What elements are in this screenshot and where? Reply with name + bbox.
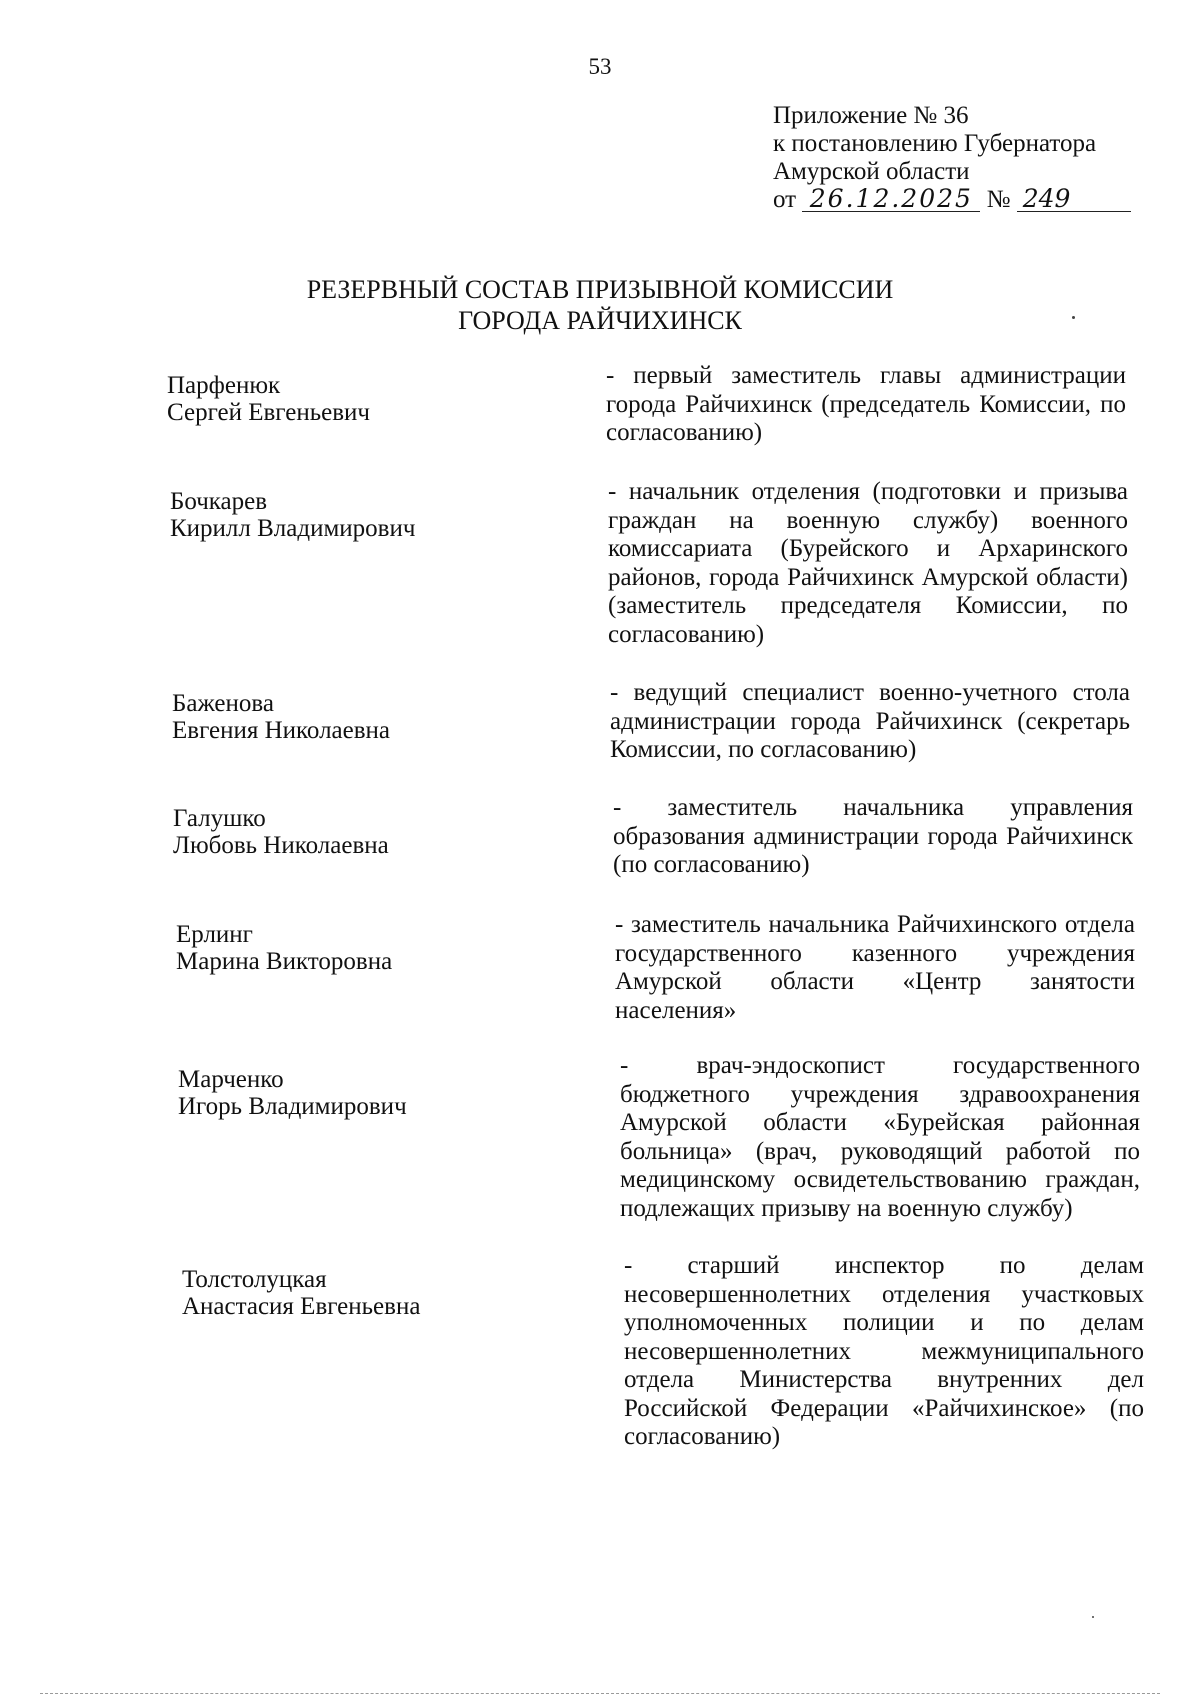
member-given-names: Кирилл Владимирович: [170, 515, 416, 542]
member-given-names: Евгения Николаевна: [172, 717, 391, 744]
appendix-line-3: Амурской области: [773, 158, 970, 185]
member-role: - ведущий специалист военно-учетного стола администрации города Райчихинск (секретарь Комиссии, по согласованию): [610, 679, 1130, 763]
member-name: [176, 921, 392, 975]
member-name: [178, 1066, 407, 1120]
member-surname: Парфенюк: [167, 372, 281, 399]
member-name: [173, 805, 389, 859]
member-surname: Галушко: [173, 805, 266, 832]
member-name: [167, 372, 370, 426]
appendix-block: [773, 102, 1131, 214]
appendix-line-1: Приложение № 36: [773, 102, 969, 129]
member-given-names: Сергей Евгеньевич: [167, 399, 370, 426]
member-surname: Марченко: [178, 1066, 284, 1093]
page-number: 53: [588, 54, 612, 79]
member-role: - заместитель начальника Райчихинского отдела государственного казенного учреждения Амурской области «Центр занятости населения»: [615, 911, 1135, 1024]
from-label: от: [773, 186, 797, 213]
member-surname: Ерлинг: [176, 921, 253, 948]
member-role: - первый заместитель главы администрации города Райчихинск (председатель Комиссии, по согласованию): [606, 362, 1126, 446]
member-surname: Баженова: [172, 690, 274, 717]
member-surname: Толстолуцкая: [182, 1266, 327, 1293]
member-role: - заместитель начальника управления образования администрации города Райчихинск (по согласованию): [613, 794, 1133, 878]
member-name: [172, 690, 390, 744]
document-title: [0, 274, 1200, 336]
member-given-names: Марина Викторовна: [176, 948, 393, 975]
member-given-names: Анастасия Евгеньевна: [182, 1293, 421, 1320]
appendix-line-2: к постановлению Губернатора: [773, 130, 1097, 157]
member-role: - врач-эндоскопист государственного бюджетного учреждения здравоохранения Амурской области «Бурейская районная больница» (врач, руководящий работой по медицинскому освидетельствованию граждан, подлежащих призыву на военную службу): [620, 1052, 1140, 1222]
number-label: №: [986, 186, 1011, 213]
handwritten-date: 26.12.2025: [802, 187, 980, 212]
handwritten-number: 249: [1017, 187, 1131, 212]
title-line-2: ГОРОДА РАЙЧИХИНСК: [458, 306, 742, 335]
member-role: - начальник отделения (подготовки и призыва граждан на военную службу) военного комиссариата (Бурейского и Архаринского районов, города Райчихинск Амурской области) (заместитель председателя Комиссии, по согласованию): [608, 478, 1128, 648]
appendix-date-line: [773, 186, 1131, 214]
member-role: - старший инспектор по делам несовершеннолетних отделения участковых уполномоченных полиции и по делам несовершеннолетних межмуниципального отдела Министерства внутренних дел Российской Федерации «Райчихинское» (по согласованию): [624, 1252, 1144, 1450]
scan-edge-line: [40, 1693, 1160, 1694]
member-given-names: Игорь Владимирович: [178, 1093, 407, 1120]
scan-speck: [1092, 1616, 1094, 1618]
member-name: [182, 1266, 420, 1320]
member-name: [170, 488, 415, 542]
title-line-1: РЕЗЕРВНЫЙ СОСТАВ ПРИЗЫВНОЙ КОМИССИИ: [306, 275, 894, 304]
scan-speck: [1072, 316, 1075, 319]
member-surname: Бочкарев: [170, 488, 268, 515]
member-given-names: Любовь Николаевна: [173, 832, 389, 859]
